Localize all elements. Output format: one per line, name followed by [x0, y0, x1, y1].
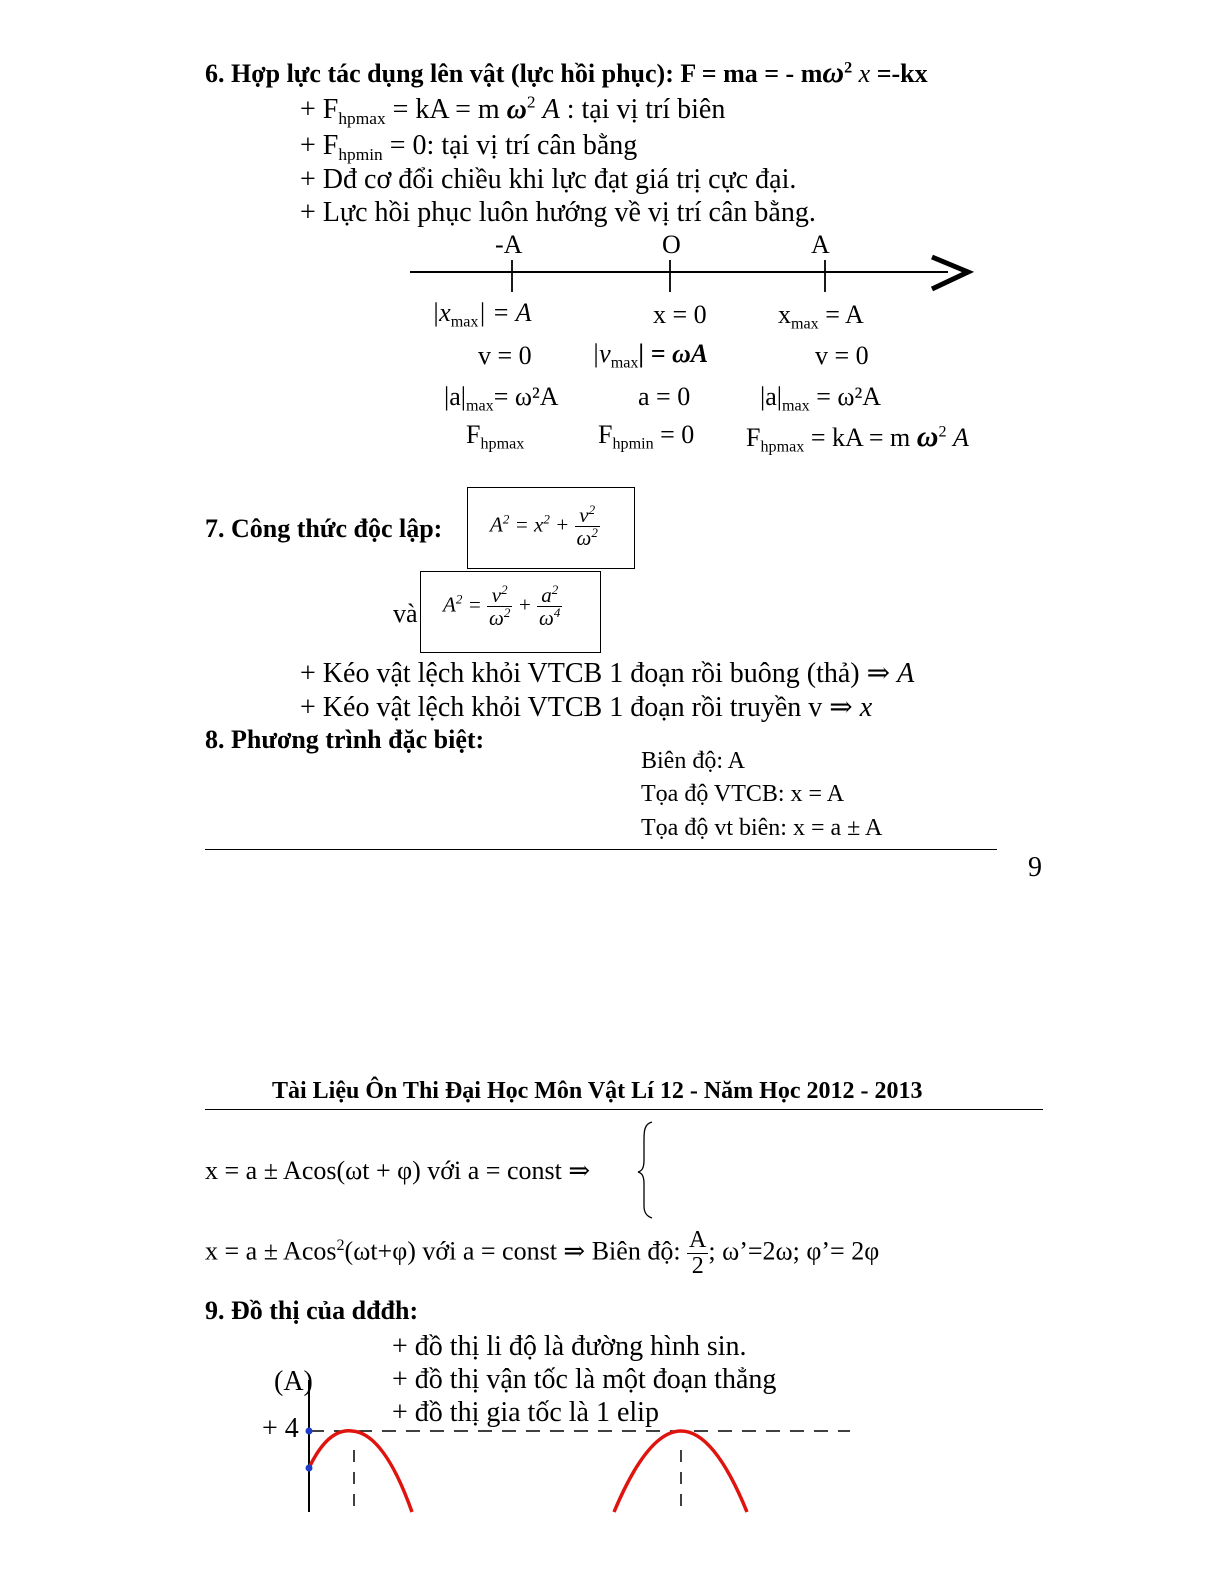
axis-row3-mid: a = 0: [638, 382, 691, 411]
axis-row2-left: v = 0: [478, 341, 532, 370]
axis-row2-mid: $|v_{max}| = \omega A$: [592, 339, 709, 372]
axis-row3-left: $|a|_{max}= \omega^2A$: [444, 382, 559, 415]
section-6-line-3: + Dđ cơ đổi chiều khi lực đạt giá trị cực đại.: [300, 164, 797, 195]
special-eq-line-2: x = a ± Acos$^2$(ωt+φ) với a = const ⇒ Biên độ: $\frac{A}{2}$ ; ω’=2ω; φ’= 2φ: [205, 1227, 880, 1280]
formula-2: $A^2$ = $\frac{v^2}{\omega^2}$ + $\frac{a^2}{\omega^4}$: [443, 582, 561, 631]
and-word: và: [393, 599, 418, 628]
formula-1: $A^2 = x^2$ + $\frac{v^2}{\omega^2}$: [490, 502, 598, 551]
graph-point-max: [306, 1428, 313, 1435]
special-eq-item-3: Tọa độ vt biên: x = a ± A: [641, 815, 883, 841]
section-7-bullet-2: + Kéo vật lệch khỏi VTCB 1 đoạn rồi truyền v ⇒ x: [300, 692, 873, 723]
graph-tick-label: + 4: [262, 1413, 299, 1444]
special-eq-item-2: Tọa độ VTCB: x = A: [641, 781, 845, 807]
axis-row1-mid: x = 0: [653, 300, 707, 329]
section-6-line-1: + $F_{hpmax}$ = kA = m $\omega^2$ A : tại vị trí biên: [300, 92, 726, 129]
axis-row3-right: $|a|_{max} = \omega^2A$: [760, 382, 882, 415]
axis-label-pos-a: A: [811, 230, 830, 259]
section-6-line-2: + $F_{hpmin} = 0$: tại vị trí cân bằng: [300, 130, 638, 165]
graph-curve-segment-1: [309, 1431, 412, 1512]
axis-row2-right: v = 0: [815, 341, 869, 370]
graph-axis-label: (A): [274, 1366, 313, 1397]
section-6-line-4: + Lực hồi phục luôn hướng về vị trí cân bằng.: [300, 197, 816, 228]
section-9-heading: 9. Đồ thị của dđđh:: [205, 1296, 419, 1325]
axis-label-neg-a: -A: [495, 230, 523, 259]
section-6-heading: 6. Hợp lực tác dụng lên vật (lực hồi phục): F = ma = - $m\omega^2$ x =-kx: [205, 56, 928, 89]
section-9-line-1: + đồ thị li độ là đường hình sin.: [392, 1331, 747, 1362]
special-eq-line-1: x = a ± Acos(ωt + φ) với a = const ⇒: [205, 1156, 591, 1185]
graph-point-initial: [306, 1465, 313, 1472]
section-7-heading: 7. Công thức độc lập:: [205, 514, 443, 543]
axis-row4-mid: $F_{hpmin} = 0$: [598, 420, 695, 453]
section-9-line-2: + đồ thị vận tốc là một đoạn thẳng: [392, 1364, 777, 1395]
section-7-bullet-1: + Kéo vật lệch khỏi VTCB 1 đoạn rồi buông (thả) ⇒ A: [300, 658, 915, 689]
special-eq-item-1: Biên độ: A: [641, 748, 746, 774]
axis-row1-left: $|x_{max}| = A$: [432, 298, 532, 331]
section-8-heading: 8. Phương trình đặc biệt:: [205, 725, 485, 754]
page-number: 9: [1028, 852, 1042, 883]
axis-label-o: O: [662, 230, 681, 259]
axis-row4-right: $F_{hpmax}$ = kA = m $\omega^2$ A: [746, 420, 969, 456]
axis-row1-right: $x_{max} = A$: [778, 300, 864, 333]
axis-row4-left: $F_{hpmax}$: [466, 420, 525, 453]
section-9-line-3: + đồ thị gia tốc là 1 elip: [392, 1397, 659, 1428]
page-header-title: Tài Liệu Ôn Thi Đại Học Môn Vật Lí 12 - Năm Học 2012 - 2013: [272, 1078, 923, 1104]
